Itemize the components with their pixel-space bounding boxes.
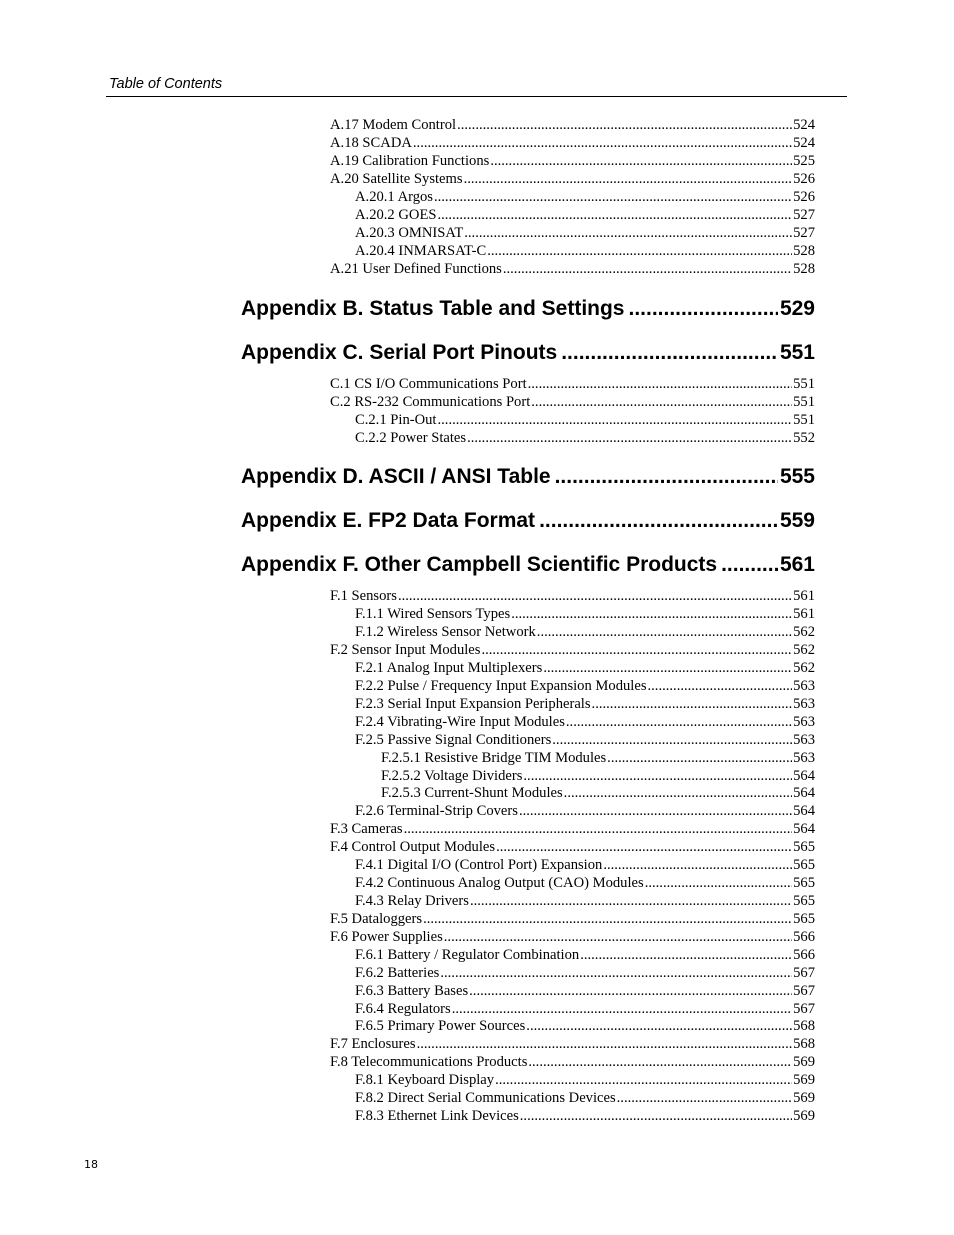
dot-leader	[607, 749, 792, 767]
toc-entry-title: A.17 Modem Control	[330, 117, 457, 133]
toc-entry-page: 525	[793, 153, 815, 169]
toc-entry-page: 569	[793, 1108, 815, 1124]
dot-leader	[495, 1071, 792, 1089]
dot-leader	[603, 856, 792, 874]
toc-appendix-heading[interactable]	[241, 506, 815, 536]
toc-entry-title: F.2.2 Pulse / Frequency Input Expansion Modules	[355, 678, 647, 694]
toc-entry-title: A.18 SCADA	[330, 135, 412, 151]
toc-entry-page: 561	[779, 553, 815, 576]
toc-entry-title: A.19 Calibration Functions	[330, 153, 490, 169]
toc-entry[interactable]	[355, 659, 815, 677]
toc-entry-title: F.2.5 Passive Signal Conditioners	[355, 732, 552, 748]
toc-entry-title: Appendix B. Status Table and Settings	[241, 297, 625, 320]
dot-leader	[617, 1089, 792, 1107]
toc-appendix-heading[interactable]	[241, 462, 815, 492]
toc-entry-title: F.6.2 Batteries	[355, 965, 440, 981]
toc-entry-page: 552	[793, 430, 815, 446]
toc-entry-title: F.4 Control Output Modules	[330, 839, 496, 855]
toc-entry-title: A.20 Satellite Systems	[330, 171, 463, 187]
dot-leader	[452, 1000, 792, 1018]
toc-entry-page: 551	[793, 394, 815, 410]
toc-entry-page: 565	[793, 857, 815, 873]
toc-entry[interactable]	[381, 784, 815, 802]
toc-entry[interactable]	[355, 224, 815, 242]
toc-entry-page: 527	[793, 225, 815, 241]
toc-entry-page: 562	[793, 642, 815, 658]
dot-leader	[467, 429, 792, 447]
toc-entry-title: F.2.5.3 Current-Shunt Modules	[381, 785, 563, 801]
toc-entry-title: A.20.4 INMARSAT-C	[355, 243, 487, 259]
toc-entry-page: 568	[793, 1018, 815, 1034]
toc-entry-title: F.6.3 Battery Bases	[355, 983, 469, 999]
dot-leader	[440, 964, 792, 982]
dot-leader	[404, 820, 793, 838]
dot-leader	[645, 874, 792, 892]
toc-entry[interactable]	[330, 152, 815, 170]
toc-entry-title: Appendix C. Serial Port Pinouts	[241, 341, 558, 364]
dot-leader	[490, 152, 792, 170]
toc-entry-page: 567	[793, 965, 815, 981]
toc-entry[interactable]	[330, 170, 815, 188]
toc-entry-page: 564	[793, 821, 815, 837]
toc-entry[interactable]	[330, 838, 815, 856]
dot-leader	[503, 260, 792, 278]
toc-entry[interactable]	[355, 946, 815, 964]
dot-leader	[437, 206, 792, 224]
toc-entry-page: 562	[793, 660, 815, 676]
toc-entry-title: Appendix F. Other Campbell Scientific Products	[241, 553, 718, 576]
dot-leader	[543, 659, 792, 677]
toc-entry[interactable]	[355, 695, 815, 713]
toc-entry-title: F.6.4 Regulators	[355, 1001, 451, 1017]
dot-leader	[398, 587, 792, 605]
dot-leader	[470, 892, 792, 910]
dot-leader	[531, 393, 792, 411]
dot-leader	[566, 713, 792, 731]
dot-leader	[519, 802, 792, 820]
toc-entry-title: Appendix E. FP2 Data Format	[241, 509, 536, 532]
toc-entry-title: F.7 Enclosures	[330, 1036, 416, 1052]
page-number: 18	[84, 1158, 98, 1171]
toc-entry[interactable]	[355, 242, 815, 260]
dot-leader	[648, 677, 793, 695]
toc-entry[interactable]	[355, 605, 815, 623]
toc-entry-title: F.2.4 Vibrating-Wire Input Modules	[355, 714, 565, 730]
toc-entry-title: F.2 Sensor Input Modules	[330, 642, 481, 658]
dot-leader	[721, 550, 778, 580]
dot-leader	[523, 767, 792, 785]
toc-entry[interactable]	[355, 677, 815, 695]
toc-entry[interactable]	[355, 411, 815, 429]
toc-entry-page: 569	[793, 1054, 815, 1070]
dot-leader	[528, 1053, 792, 1071]
toc-entry-title: F.8.3 Ethernet Link Devices	[355, 1108, 519, 1124]
toc-entry[interactable]	[355, 429, 815, 447]
toc-entry[interactable]	[330, 393, 815, 411]
toc-entry-page: 566	[793, 929, 815, 945]
dot-leader	[539, 506, 778, 536]
dot-leader	[438, 411, 793, 429]
toc-entry-page: 564	[793, 803, 815, 819]
toc-entry-page: 559	[779, 509, 815, 532]
toc-entry-title: F.2.1 Analog Input Multiplexers	[355, 660, 543, 676]
toc-entry[interactable]	[330, 260, 815, 278]
dot-leader	[464, 170, 793, 188]
dot-leader	[526, 1017, 792, 1035]
toc-entry-title: F.2.5.1 Resistive Bridge TIM Modules	[381, 750, 607, 766]
toc-entry-page: 562	[793, 624, 815, 640]
toc-entry-title: F.2.3 Serial Input Expansion Peripherals	[355, 696, 591, 712]
toc-entry[interactable]	[355, 1089, 815, 1107]
toc-entry-page: 567	[793, 983, 815, 999]
toc-entry[interactable]	[355, 206, 815, 224]
dot-leader	[592, 695, 793, 713]
toc-entry-title: A.20.1 Argos	[355, 189, 433, 205]
dot-leader	[464, 224, 792, 242]
toc-entry[interactable]	[355, 982, 815, 1000]
toc-entry-title: F.1.2 Wireless Sensor Network	[355, 624, 536, 640]
toc-entry-page: 565	[793, 839, 815, 855]
toc-entry-title: F.1.1 Wired Sensors Types	[355, 606, 511, 622]
toc-entry[interactable]	[330, 134, 815, 152]
toc-entry-page: 566	[793, 947, 815, 963]
toc-entry-page: 569	[793, 1072, 815, 1088]
dot-leader	[580, 946, 792, 964]
dot-leader	[511, 605, 792, 623]
toc-entry-page: 529	[779, 297, 815, 320]
toc-entry-title: F.8.1 Keyboard Display	[355, 1072, 495, 1088]
toc-entry[interactable]	[355, 713, 815, 731]
toc-entry[interactable]	[355, 892, 815, 910]
dot-leader	[561, 338, 778, 368]
toc-entry-title: F.6.1 Battery / Regulator Combination	[355, 947, 580, 963]
toc-entry[interactable]	[355, 623, 815, 641]
toc-entry-page: 563	[793, 750, 815, 766]
header-rule	[106, 96, 847, 97]
running-header: Table of Contents	[109, 76, 223, 92]
toc-entry[interactable]	[355, 731, 815, 749]
toc-entry-page: 528	[793, 261, 815, 277]
toc-entry-title: F.3 Cameras	[330, 821, 403, 837]
toc-entry[interactable]	[355, 964, 815, 982]
toc-entry-title: F.2.5.2 Voltage Dividers	[381, 768, 523, 784]
toc-entry[interactable]	[330, 910, 815, 928]
toc-entry-page: 551	[793, 376, 815, 392]
toc-entry[interactable]	[355, 802, 815, 820]
dot-leader	[481, 641, 792, 659]
toc-entry[interactable]	[330, 1035, 815, 1053]
toc-entry[interactable]	[330, 1053, 815, 1071]
dot-leader	[417, 1035, 793, 1053]
toc-entry-page: 551	[779, 341, 815, 364]
toc-entry-page: 524	[793, 135, 815, 151]
toc-entry-page: 561	[793, 606, 815, 622]
toc-entry-page: 524	[793, 117, 815, 133]
toc-entry-title: F.4.3 Relay Drivers	[355, 893, 469, 909]
toc-entry[interactable]	[330, 116, 815, 134]
toc-entry[interactable]	[355, 1107, 815, 1125]
toc-entry-page: 565	[793, 893, 815, 909]
toc-entry[interactable]	[330, 928, 815, 946]
dot-leader	[552, 731, 792, 749]
dot-leader	[528, 375, 792, 393]
toc-entry[interactable]	[355, 188, 815, 206]
toc-entry-title: F.8.2 Direct Serial Communications Devices	[355, 1090, 616, 1106]
toc-entry-title: A.21 User Defined Functions	[330, 261, 502, 277]
toc-entry-title: C.2 RS-232 Communications Port	[330, 394, 531, 410]
toc-entry-page: 563	[793, 696, 815, 712]
toc-entry-page: 563	[793, 714, 815, 730]
toc-entry-title: F.4.1 Digital I/O (Control Port) Expansion	[355, 857, 603, 873]
dot-leader	[423, 910, 792, 928]
dot-leader	[413, 134, 792, 152]
toc-entry-page: 526	[793, 171, 815, 187]
dot-leader	[457, 116, 792, 134]
toc-entry[interactable]	[381, 767, 815, 785]
dot-leader	[444, 928, 792, 946]
toc-entry[interactable]	[381, 749, 815, 767]
toc-entry-title: C.2.2 Power States	[355, 430, 467, 446]
toc-entry-page: 564	[793, 785, 815, 801]
toc-entry[interactable]	[355, 1071, 815, 1089]
toc-entry-page: 526	[793, 189, 815, 205]
toc-entry-title: C.1 CS I/O Communications Port	[330, 376, 527, 392]
toc-entry-title: F.6.5 Primary Power Sources	[355, 1018, 526, 1034]
toc-entry[interactable]	[330, 375, 815, 393]
dot-leader	[487, 242, 792, 260]
toc-appendix-heading[interactable]	[241, 550, 815, 580]
toc-entry[interactable]	[355, 856, 815, 874]
toc-entry-title: F.2.6 Terminal-Strip Covers	[355, 803, 518, 819]
dot-leader	[469, 982, 792, 1000]
toc-entry[interactable]	[330, 587, 815, 605]
toc-entry-page: 563	[793, 678, 815, 694]
dot-leader	[564, 784, 792, 802]
toc-entry-title: F.8 Telecommunications Products	[330, 1054, 528, 1070]
toc-entry-title: C.2.1 Pin-Out	[355, 412, 437, 428]
toc-entry[interactable]	[355, 874, 815, 892]
toc-entry-page: 555	[779, 465, 815, 488]
toc-entry-page: 569	[793, 1090, 815, 1106]
toc-appendix-heading[interactable]	[241, 338, 815, 368]
toc-entry-title: F.5 Dataloggers	[330, 911, 423, 927]
toc-entry-page: 528	[793, 243, 815, 259]
toc-entry-page: 551	[793, 412, 815, 428]
toc-entry-title: A.20.2 GOES	[355, 207, 437, 223]
toc-entry-title: Appendix D. ASCII / ANSI Table	[241, 465, 551, 488]
dot-leader	[434, 188, 792, 206]
toc-entry-page: 567	[793, 1001, 815, 1017]
dot-leader	[629, 294, 778, 324]
toc-entry-title: F.4.2 Continuous Analog Output (CAO) Modules	[355, 875, 644, 891]
toc-entry-page: 565	[793, 911, 815, 927]
dot-leader	[537, 623, 792, 641]
toc-entry-page: 527	[793, 207, 815, 223]
toc-entry-title: F.1 Sensors	[330, 588, 397, 604]
toc-entry-page: 561	[793, 588, 815, 604]
toc-entry[interactable]	[330, 820, 815, 838]
toc-entry[interactable]	[330, 641, 815, 659]
dot-leader	[520, 1107, 792, 1125]
toc-entry[interactable]	[355, 1017, 815, 1035]
toc-entry-page: 564	[793, 768, 815, 784]
toc-entry-title: F.6 Power Supplies	[330, 929, 443, 945]
toc-entry-page: 568	[793, 1036, 815, 1052]
toc-appendix-heading[interactable]	[241, 294, 815, 324]
toc-entry-title: A.20.3 OMNISAT	[355, 225, 464, 241]
dot-leader	[555, 462, 778, 492]
toc-entry-page: 563	[793, 732, 815, 748]
toc-entry-page: 565	[793, 875, 815, 891]
toc-entry[interactable]	[355, 1000, 815, 1018]
dot-leader	[496, 838, 792, 856]
